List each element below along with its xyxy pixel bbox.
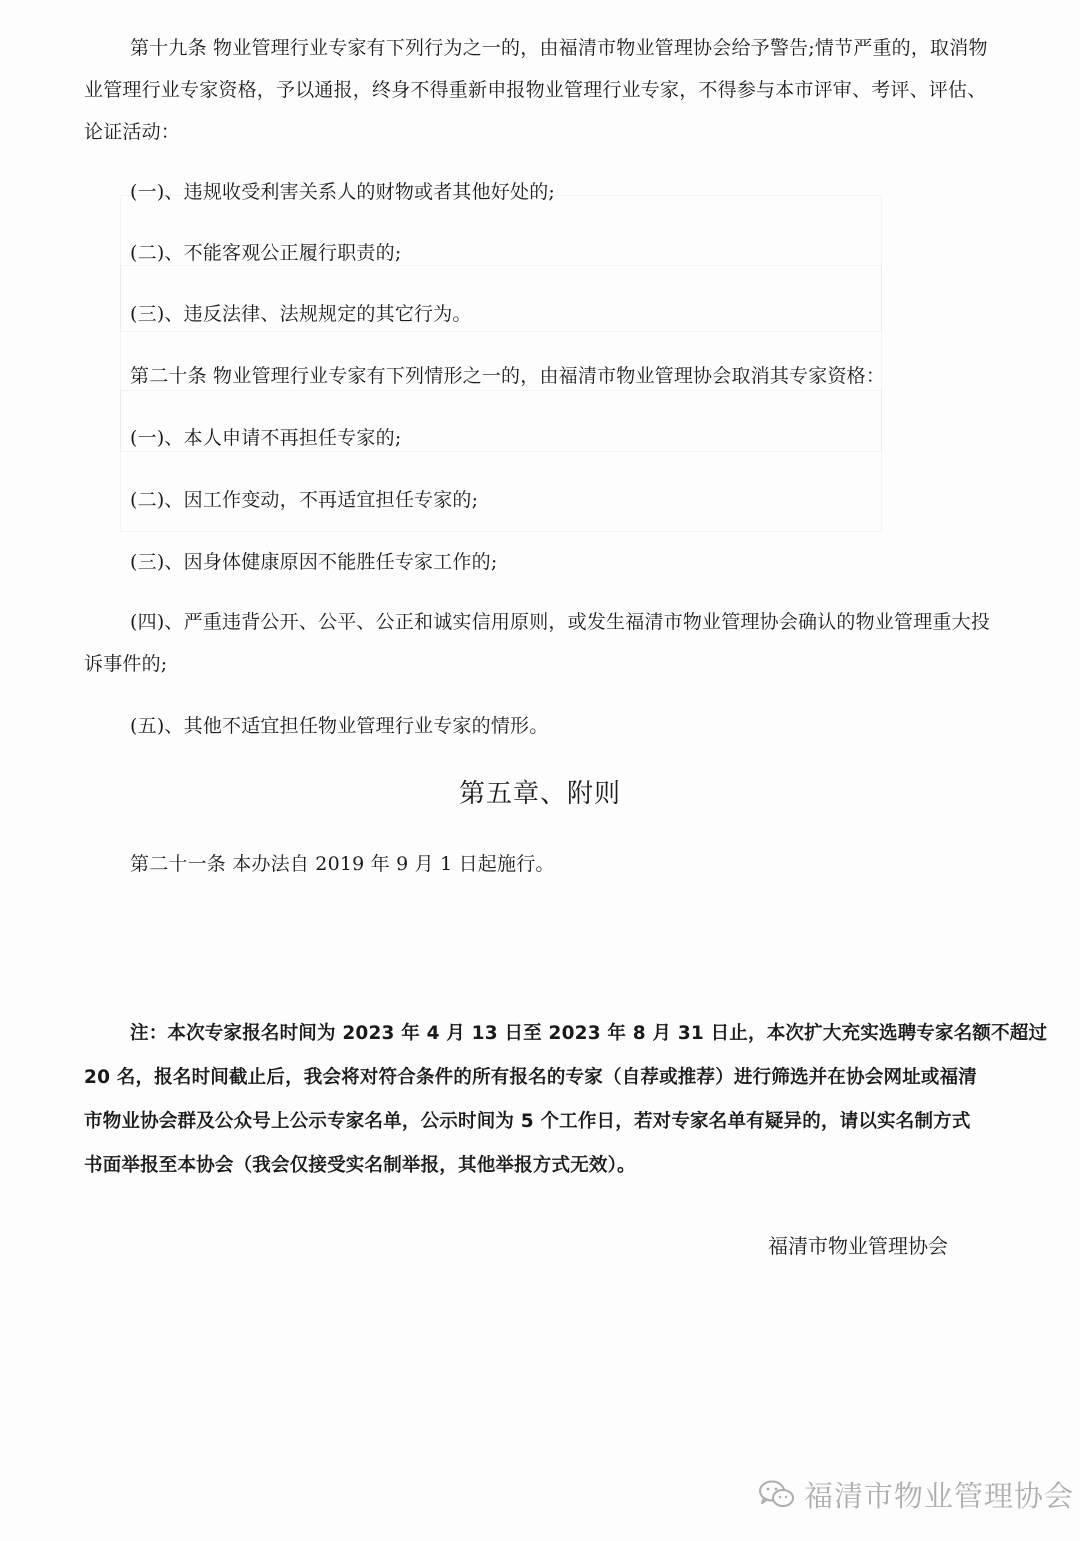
note-line2: 20 名，报名时间截止后，我会将对符合条件的所有报名的专家（自荐或推荐）进行筛选并在协会网址或福清: [84, 1067, 977, 1088]
note-line1: 注：本次专家报名时间为 2023 年 4 月 13 日至 2023 年 8 月 31 日止，本次扩大充实选聘专家名额不超过: [130, 1023, 1048, 1044]
article20-item4-line1: (四)、严重违背公开、公平、公正和诚实信用原则，或发生福清市物业管理协会确认的物业管理重大投: [130, 611, 991, 633]
article19-item3: (三)、违反法律、法规规定的其它行为。: [130, 303, 472, 325]
chapter5-title: 第五章、附则: [458, 779, 621, 809]
watermark: [758, 1474, 1074, 1514]
article20-item5: (五)、其他不适宜担任物业管理行业专家的情形。: [130, 715, 549, 737]
article20-line1: 第二十条 物业管理行业专家有下列情形之一的，由福清市物业管理协会取消其专家资格：: [130, 365, 886, 387]
article19-line2: 业管理行业专家资格，予以通报，终身不得重新申报物业管理行业专家，不得参与本市评审、考评、评估、: [84, 79, 987, 101]
article19-line1: 第十九条 物业管理行业专家有下列行为之一的，由福清市物业管理协会给予警告;情节严重的，取消物: [130, 37, 988, 59]
article20-item2: (二)、因工作变动，不再适宜担任专家的;: [130, 489, 479, 511]
watermark-text: 福清市物业管理协会: [804, 1478, 1075, 1513]
article19-line3: 论证活动：: [84, 121, 181, 143]
article19-item2: (二)、不能客观公正履行职责的;: [130, 242, 402, 264]
wechat-icon: [758, 1479, 796, 1509]
article20-item1: (一)、本人申请不再担任专家的;: [130, 427, 402, 449]
signature: 福清市物业管理协会: [768, 1234, 948, 1258]
article20-item3: (三)、因身体健康原因不能胜任专家工作的;: [130, 551, 498, 573]
article21-text: 第二十一条 本办法自 2019 年 9 月 1 日起施行。: [130, 853, 555, 875]
article19-item1: (一)、违规收受利害关系人的财物或者其他好处的;: [130, 181, 556, 203]
article20-item4-line2: 诉事件的;: [84, 653, 168, 675]
note-line3: 市物业协会群及公众号上公示专家名单，公示时间为 5 个工作日，若对专家名单有疑异的，请以实名制方式: [84, 1111, 971, 1132]
note-line4: 书面举报至本协会（我会仅接受实名制举报，其他举报方式无效）。: [84, 1155, 636, 1176]
